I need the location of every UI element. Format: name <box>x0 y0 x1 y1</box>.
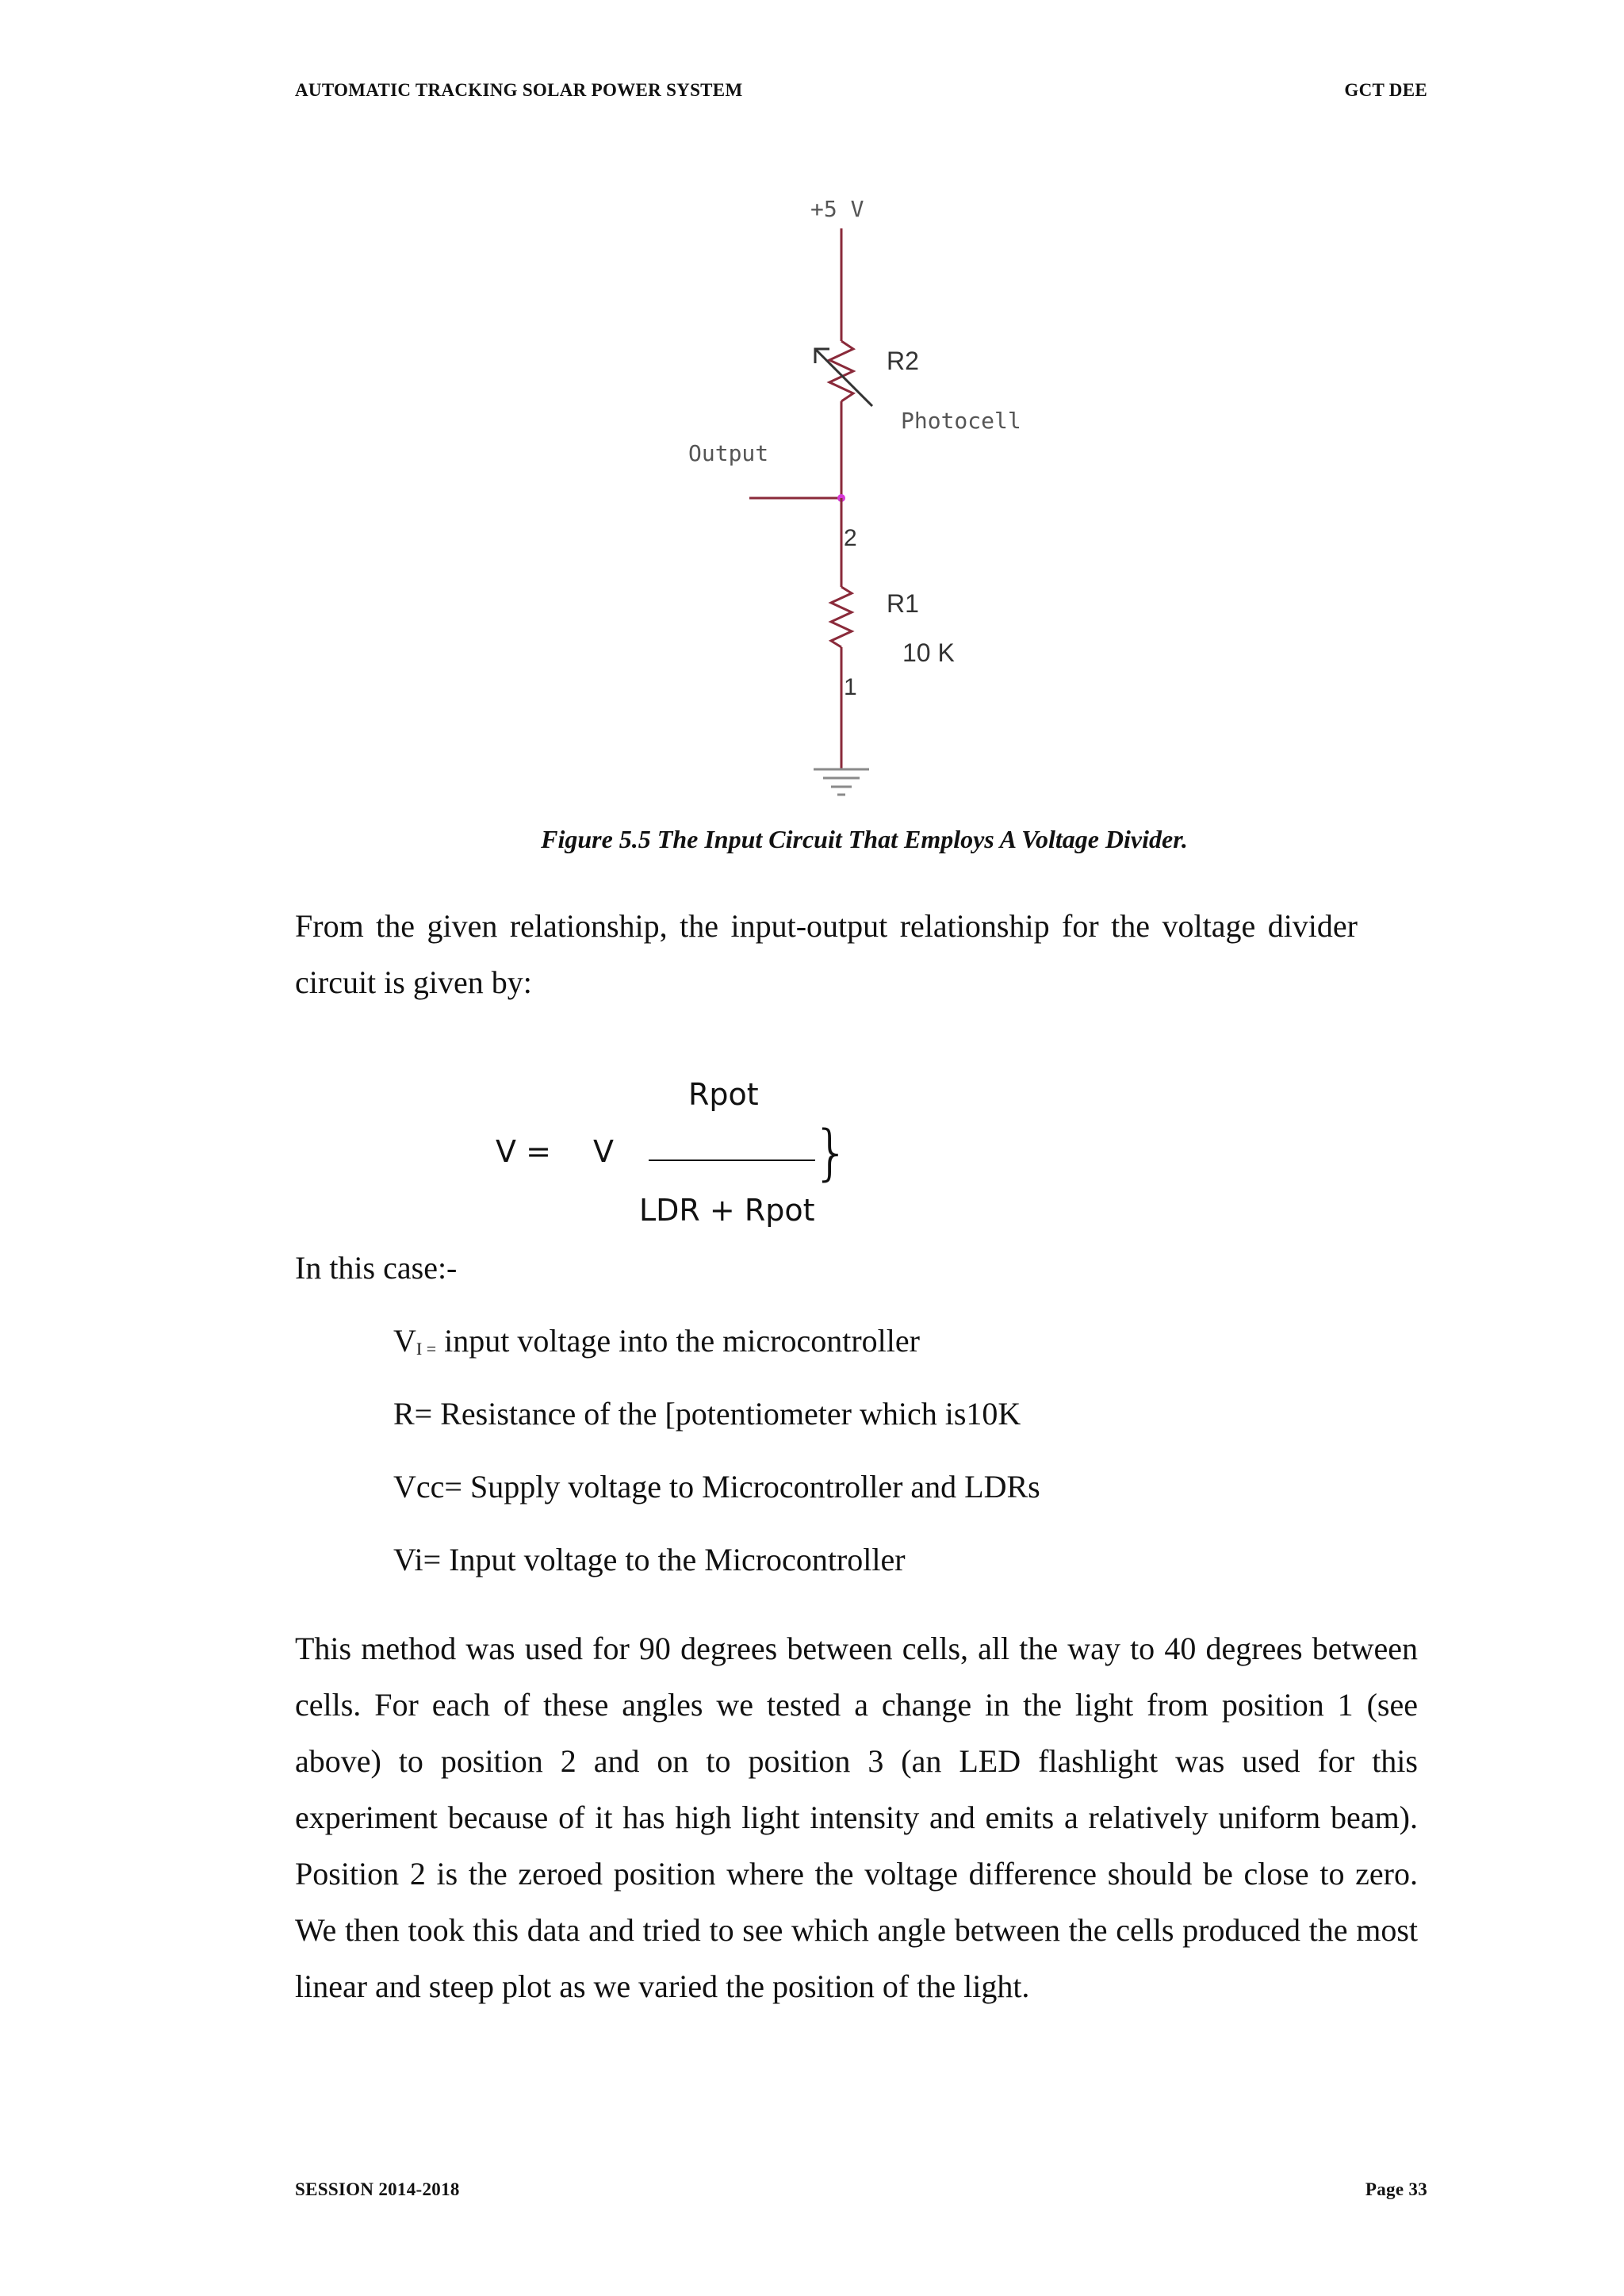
vi-text: input voltage into the microcontroller <box>444 1323 920 1359</box>
header-dept: GCT DEE <box>1344 80 1427 100</box>
ground-icon <box>814 769 869 795</box>
definition-vcc: Vcc= Supply voltage to Microcontroller and LDRs <box>393 1469 1040 1504</box>
equation-brace: } <box>812 1117 851 1187</box>
equation-numerator: Rpot <box>688 1077 759 1112</box>
r1-value: 10 K <box>902 638 955 667</box>
figure-caption: Figure 5.5 The Input Circuit That Employs A Voltage Divider. <box>541 825 1188 853</box>
equation-v: V <box>593 1134 614 1169</box>
definition-vi2: Vi= Input voltage to the Microcontroller <box>393 1542 906 1577</box>
intro-paragraph: From the given relationship, the input-output relationship for the voltage divider circuit is given by: <box>295 908 1358 1000</box>
case-label: In this case:- <box>295 1250 458 1286</box>
voltage-divider-circuit <box>674 190 1055 809</box>
output-label: Output <box>688 440 769 466</box>
definition-r: R= Resistance of the [potentiometer which is10K <box>393 1396 1021 1432</box>
equation-lhs: V = <box>496 1134 551 1169</box>
supply-label: +5 V <box>810 196 864 222</box>
equation-denominator: LDR + Rpot <box>639 1193 815 1228</box>
header-title: AUTOMATIC TRACKING SOLAR POWER SYSTEM <box>295 80 743 100</box>
method-paragraph: This method was used for 90 degrees between cells, all the way to 40 degrees between cells. For each of these angles we tested a change in the light from position 1 (see above) to position 2 and on to position 3 (an LED flashlight was used for this experiment because of it has high light intensity and emits a relatively uniform beam). Position 2 is the zeroed position where the voltage difference should be close to zero. We then took this data and tried to see which angle between the cells produced the most linear and steep plot as we varied the position of the light. <box>295 1631 1418 2004</box>
pin2-label: 2 <box>844 525 857 551</box>
r2-label: R2 <box>887 347 919 375</box>
photocell-arrow <box>815 349 872 406</box>
vi-symbol: V <box>393 1323 416 1359</box>
photocell-label: Photocell <box>901 408 1021 434</box>
r1-label: R1 <box>887 589 919 618</box>
footer-session: SESSION 2014-2018 <box>295 2179 460 2199</box>
pin1-label: 1 <box>844 674 857 700</box>
vi-subscript: I = <box>416 1339 437 1359</box>
fraction-bar <box>649 1159 815 1161</box>
r1-resistor <box>831 587 852 647</box>
definition-vi <box>393 1313 920 1377</box>
footer-page-number: Page 33 <box>1365 2179 1427 2199</box>
r2-resistor <box>829 341 853 401</box>
